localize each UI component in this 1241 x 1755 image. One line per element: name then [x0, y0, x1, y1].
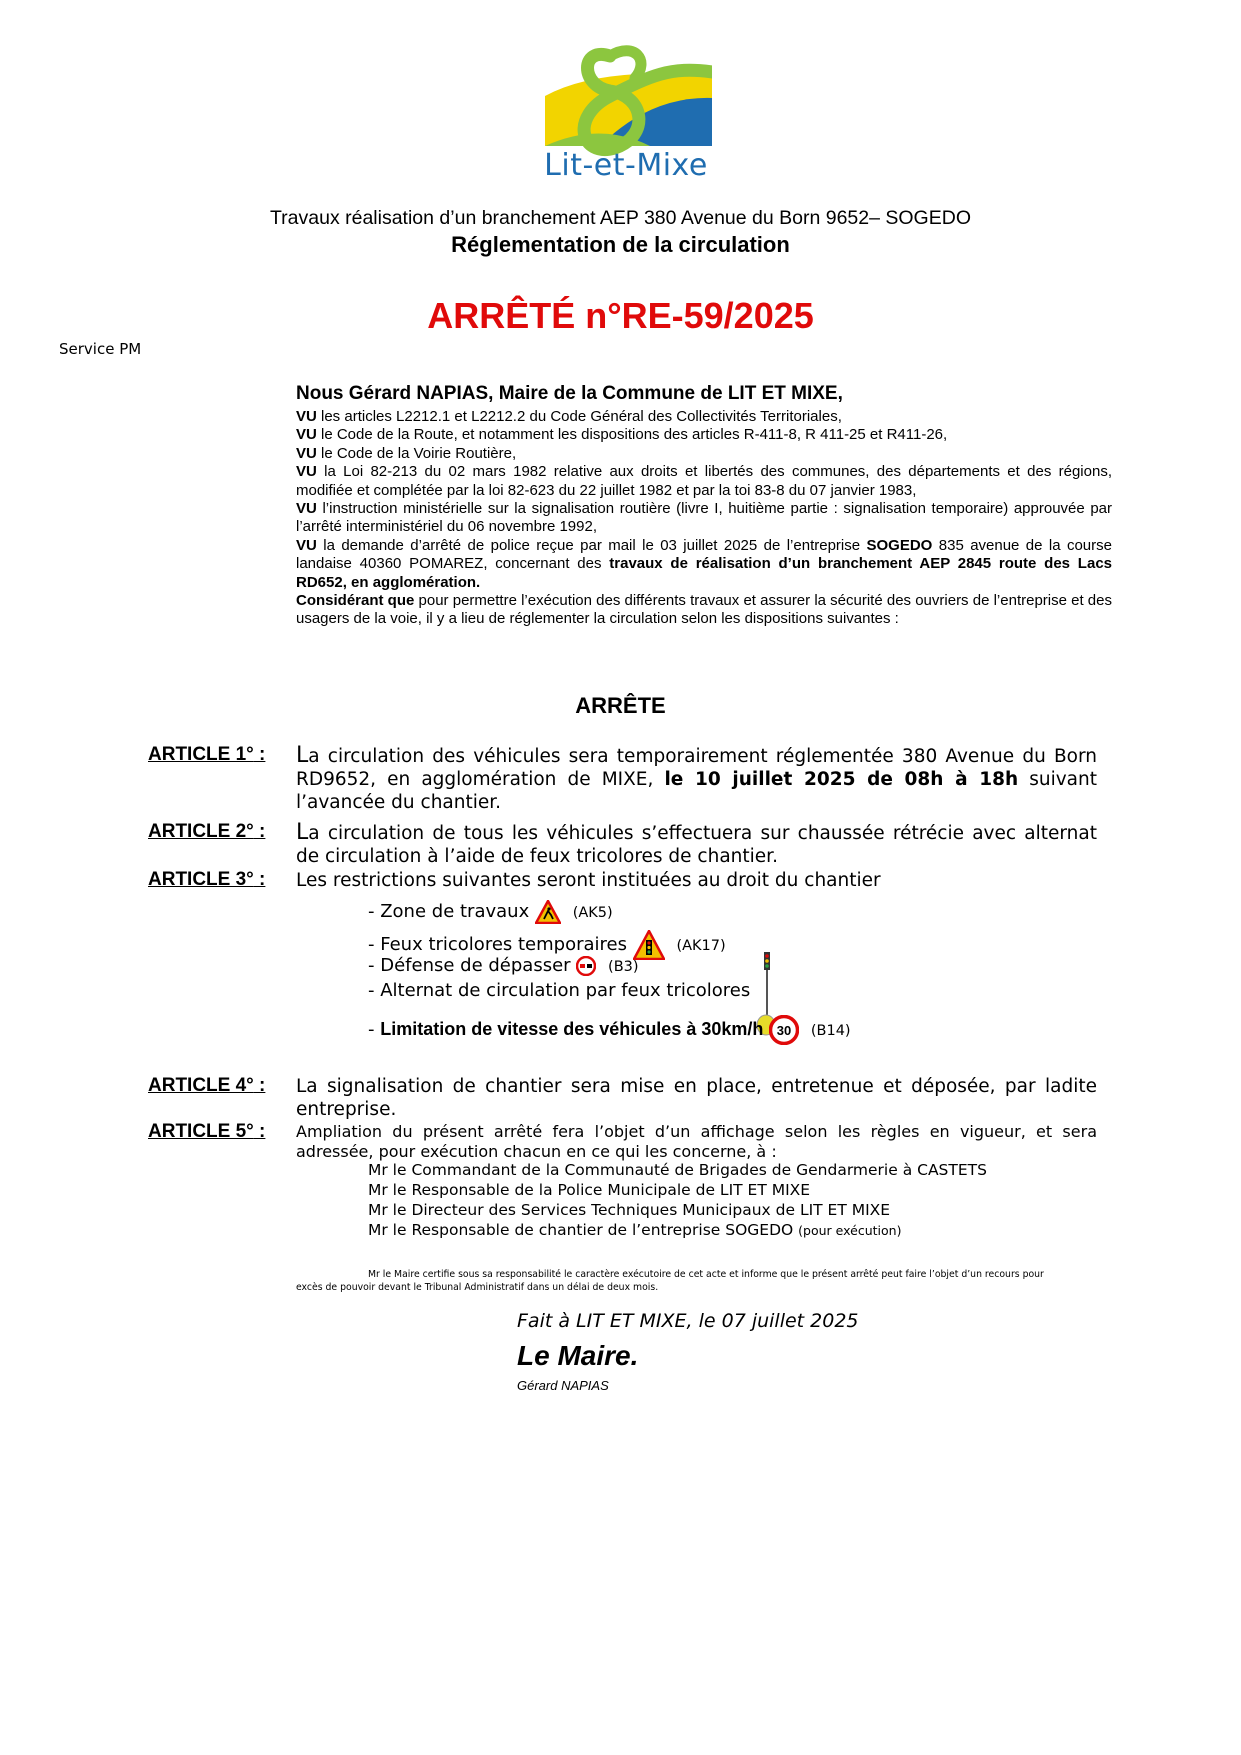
arrete-title: ARRÊTÉ n°RE-59/2025 [427, 295, 814, 336]
considering-line: Considérant que pour permettre l’exécution des différents travaux et assurer la sécurité des ouvriers de l’entreprise et des usagers de la voie, il y a lieu de réglementer la circulation selon les dispositions suivantes : [296, 592, 1112, 628]
speed-limit-sign-icon [769, 1015, 799, 1045]
place-date: Fait à LIT ET MIXE, le 07 juillet 2025 [517, 1310, 859, 1332]
vu-line: VU l’instruction ministérielle sur la signalisation routière (livre I, huitième partie : signalisation temporaire) approuvée par l’arrêté interministériel du 06 novembre 1992, [296, 500, 1112, 536]
vu-line: VU le Code de la Route, et notamment les dispositions des articles R-411-8, R 411-25 et R411-26, [296, 426, 948, 444]
restriction-traffic-lights: - Feux tricolores temporaires (AK17) [368, 930, 726, 960]
article-4-text: La signalisation de chantier sera mise en place, entretenue et déposée, par ladite entreprise. [296, 1076, 1097, 1120]
no-overtaking-sign-icon [576, 956, 596, 976]
vu-line: VU le Code de la Voirie Routière, [296, 444, 517, 462]
logo-text: Lit-et-Mixe [544, 148, 708, 183]
arrete-heading: ARRÊTE [575, 693, 666, 718]
article-3-label: ARTICLE 3° : [148, 869, 266, 890]
article-4-label: ARTICLE 4° : [148, 1075, 266, 1096]
recipient-line: Mr le Responsable de chantier de l’entreprise SOGEDO (pour exécution) [368, 1221, 902, 1239]
restriction-no-overtaking: - Défense de dépasser (B3) [368, 955, 639, 976]
article-5-text: Ampliation du présent arrêté fera l’objet d’un affichage selon les règles en vigueur, et sera adressée, pour exécution chacun en ce qui les concerne, à : [296, 1122, 1097, 1161]
recipient-line: Mr le Directeur des Services Techniques Municipaux de LIT ET MIXE [368, 1201, 891, 1219]
article-2-text: La circulation de tous les véhicules s’effectuera sur chaussée rétrécie avec alternat de circulation à l’aide de feux tricolores de chantier. [296, 820, 1097, 867]
recipient-line: Mr le Responsable de la Police Municipale de LIT ET MIXE [368, 1181, 811, 1199]
legal-notice: Mr le Maire certifie sous sa responsabilité le caractère exécutoire de cet acte et informe que le présent arrêté peut faire l’objet d’un recours pour excès de pouvoir devant le Tribunal Administratif dans un délai de deux mois. [296, 1269, 1044, 1293]
article-1-label: ARTICLE 1° : [148, 744, 266, 765]
svg-text:30: 30 [776, 1023, 792, 1038]
restriction-alternating-traffic: - Alternat de circulation par feux tricolores [368, 980, 751, 1001]
signatory-title: Le Maire. [517, 1340, 639, 1371]
roadwork-sign-icon [535, 900, 561, 924]
regulation-heading: Réglementation de la circulation [451, 232, 790, 257]
vu-line: VU la Loi 82-213 du 02 mars 1982 relative aux droits et libertés des communes, des départements et des régions, modifiée et complétée par la loi 82-623 du 22 juillet 1982 et par la toi 83-8 du 07 janvier 1983, [296, 463, 1112, 499]
logo-ampersand-top [610, 51, 641, 78]
mayor-statement: Nous Gérard NAPIAS, Maire de la Commune de LIT ET MIXE, [296, 383, 843, 404]
signatory-name: Gérard NAPIAS [517, 1378, 609, 1393]
vu-line: VU la demande d’arrêté de police reçue par mail le 03 juillet 2025 de l’entreprise SOGEDO 835 avenue de la course landaise 40360 POMAREZ, concernant des travaux de réalisation d’un branchement AEP 2845 route des Lacs RD652, en agglomération. [296, 536, 1113, 591]
considerations-block [296, 408, 1112, 629]
article-1-text: La circulation des véhicules sera temporairement réglementée 380 Avenue du Born RD9652, en agglomération de MIXE, le 10 juillet 2025 de 08h à 18h suivant l’avancée du chantier. [296, 743, 1097, 813]
restriction-work-zone: - Zone de travaux (AK5) [368, 901, 613, 922]
service-label: Service PM [59, 340, 142, 358]
document-subtitle: Travaux réalisation d’un branchement AEP 380 Avenue du Born 9652– SOGEDO [269, 207, 971, 229]
restriction-speed-limit: - Limitation de vitesse des véhicules à 30km/h 30 (B14) [368, 1015, 851, 1045]
recipient-line: Mr le Commandant de la Communauté de Brigades de Gendarmerie à CASTETS [368, 1161, 987, 1179]
article-5-label: ARTICLE 5° : [148, 1121, 266, 1142]
article-3-text: Les restrictions suivantes seront instituées au droit du chantier [296, 870, 881, 891]
vu-line: VU les articles L2212.1 et L2212.2 du Code Général des Collectivités Territoriales, [296, 408, 842, 425]
article-2-label: ARTICLE 2° : [148, 821, 266, 842]
